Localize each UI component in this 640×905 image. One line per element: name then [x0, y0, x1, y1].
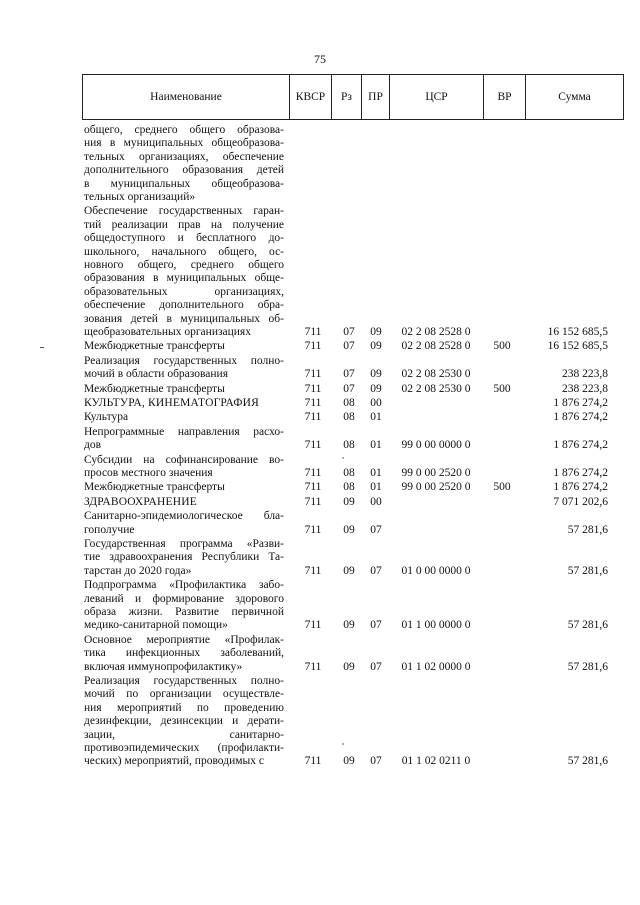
- row-kvsr: 711: [304, 523, 322, 536]
- row-rz: [336, 191, 362, 204]
- row-vr: [482, 755, 522, 768]
- row-name-line: Непрограммные направления расхо-: [84, 425, 284, 438]
- row-kvsr: 711: [304, 411, 322, 424]
- table-row: [0, 426, 640, 453]
- row-vr: [482, 411, 522, 424]
- row-rz: 07: [343, 340, 355, 353]
- table-row: [0, 496, 640, 509]
- row-rz: 09: [343, 660, 355, 673]
- row-kvsr: 711: [304, 564, 322, 577]
- table-row: [0, 124, 640, 204]
- row-csr: 02 2 08 2530 0: [401, 382, 471, 395]
- row-name-line: Реализация государственных полно-: [84, 354, 284, 367]
- row-pr: 01: [370, 411, 382, 424]
- row-name-line: образа жизни. Развитие первичной: [84, 606, 284, 618]
- row-vr: [482, 326, 522, 339]
- row-csr: 02 2 08 2530 0: [401, 368, 471, 381]
- row-name-line: тарстан до 2020 года»: [84, 564, 192, 577]
- row-csr: [392, 496, 480, 509]
- row-sum: 7 071 202,6: [553, 495, 608, 508]
- row-sum: 57 281,6: [567, 755, 608, 768]
- row-rz: 08: [343, 439, 355, 452]
- row-sum: 16 152 685,5: [547, 326, 608, 338]
- row-rz: 07: [343, 382, 355, 395]
- row-vr: [482, 397, 522, 410]
- row-name: [84, 340, 284, 353]
- table-row: [0, 510, 640, 537]
- row-vr: 500: [493, 382, 511, 395]
- table-row: [0, 397, 640, 410]
- row-name-line: Межбюджетные трансферты: [84, 340, 225, 353]
- row-name-line: образования в муниципальных обще-: [84, 272, 284, 285]
- row-name-line: ЗДРАВООХРАНЕНИЕ: [84, 495, 198, 508]
- table-row: [0, 634, 640, 674]
- row-name-line: обеспечение дополнительного обра-: [84, 299, 284, 312]
- row-pr: 09: [370, 368, 382, 381]
- row-sum: 1 876 274,2: [553, 397, 608, 409]
- row-sum: 1 876 274,2: [553, 481, 608, 494]
- table-row: [0, 538, 640, 578]
- row-name-line: зования детей в муниципальных об-: [84, 312, 284, 325]
- scan-speck: [342, 743, 344, 745]
- row-rz: 09: [343, 755, 355, 768]
- row-name-line: просов местного значения: [84, 467, 213, 479]
- row-name-line: включая иммунопрофилактику»: [84, 660, 243, 673]
- row-kvsr: 711: [304, 368, 322, 381]
- row-kvsr: 711: [304, 467, 322, 479]
- row-vr: [482, 191, 522, 204]
- row-pr: 09: [370, 382, 382, 395]
- row-kvsr: 711: [304, 382, 322, 395]
- row-name-line: тельных организаций»: [84, 191, 196, 204]
- row-name-line: тий реализации прав на получение: [84, 218, 284, 231]
- header-pr: ПР: [361, 75, 389, 119]
- row-name-line: тика инфекционных заболеваний,: [84, 647, 284, 660]
- table-row: [0, 355, 640, 382]
- row-name-line: леваний и формирование здорового: [84, 592, 284, 605]
- row-name-line: дезинфекции, дезинсекции и дерати-: [84, 715, 284, 728]
- row-csr: [392, 397, 480, 410]
- row-name: [84, 634, 284, 674]
- row-csr: 99 0 00 2520 0: [401, 467, 471, 479]
- header-name: Наименование: [150, 91, 222, 103]
- row-rz: 07: [343, 368, 355, 381]
- row-sum: 57 281,6: [567, 660, 608, 673]
- row-name-line: Государственная программа «Разви-: [84, 538, 284, 550]
- row-sum: 1 876 274,2: [553, 467, 608, 479]
- row-name: [84, 538, 284, 578]
- row-pr: [362, 191, 390, 204]
- row-vr: [482, 467, 522, 480]
- row-pr: 00: [370, 397, 382, 409]
- scan-speck: [342, 457, 344, 459]
- row-sum: 57 281,6: [567, 564, 608, 577]
- row-sum: [526, 191, 608, 204]
- row-sum: 1 876 274,2: [553, 411, 608, 424]
- row-name-line: гополучие: [84, 523, 135, 536]
- row-name: [84, 510, 284, 537]
- row-name-line: зации, санитарно-: [84, 728, 284, 741]
- margin-mark: [40, 347, 44, 348]
- row-kvsr: 711: [304, 495, 322, 508]
- row-pr: 09: [370, 340, 382, 353]
- row-name: [84, 496, 284, 509]
- row-csr: 01 0 00 0000 0: [401, 564, 471, 577]
- row-csr: [392, 411, 480, 424]
- row-name-line: тие здравоохранения Республики Та-: [84, 551, 284, 564]
- row-name-line: Реализация государственных полно-: [84, 675, 284, 687]
- row-rz: 07: [343, 326, 355, 338]
- row-rz: 08: [343, 481, 355, 494]
- row-name-line: мочий по организации осуществле-: [84, 688, 284, 701]
- row-sum: 16 152 685,5: [547, 340, 608, 353]
- table-row: [0, 454, 640, 481]
- row-csr: [392, 524, 480, 537]
- row-name-line: щеобразовательных организациях: [84, 326, 251, 339]
- row-pr: 00: [370, 495, 382, 508]
- row-name: [84, 481, 284, 494]
- row-vr: [482, 439, 522, 452]
- row-pr: 01: [370, 439, 382, 452]
- row-kvsr: 711: [304, 660, 322, 673]
- row-name: [84, 579, 284, 633]
- row-rz: 09: [343, 619, 355, 632]
- row-vr: 500: [493, 481, 511, 494]
- row-name-line: Межбюджетные трансферты: [84, 382, 225, 395]
- row-name-line: образовательных организациях,: [84, 285, 284, 298]
- row-name-line: КУЛЬТУРА, КИНЕМАТОГРАФИЯ: [84, 397, 259, 409]
- row-pr: 07: [370, 523, 382, 536]
- row-csr: 01 1 00 0000 0: [401, 619, 471, 632]
- row-name: [84, 426, 284, 453]
- table-row: [0, 675, 640, 769]
- row-sum: 238 223,8: [562, 368, 608, 381]
- row-kvsr: 711: [304, 439, 322, 452]
- row-name-line: Обеспечение государственных гаран-: [84, 205, 284, 218]
- row-pr: 07: [370, 619, 382, 632]
- row-vr: [482, 496, 522, 509]
- row-pr: 01: [370, 467, 382, 479]
- header-vr: ВР: [483, 75, 525, 119]
- row-kvsr: [293, 191, 333, 204]
- row-name-line: общедоступного и бесплатного до-: [84, 232, 284, 245]
- row-kvsr: 711: [304, 326, 322, 338]
- row-name: [84, 454, 284, 481]
- row-csr: 02 2 08 2528 0: [401, 340, 471, 353]
- row-name-line: медико-санитарной помощи»: [84, 619, 228, 632]
- row-name-line: Субсидии на софинансирование во-: [84, 453, 284, 466]
- row-csr: 99 0 00 2520 0: [401, 481, 471, 494]
- row-pr: 07: [370, 564, 382, 577]
- row-rz: 09: [343, 523, 355, 536]
- row-vr: [482, 368, 522, 381]
- row-name-line: новного общего, среднего общего: [84, 259, 284, 272]
- header-sum: Сумма: [525, 75, 623, 119]
- row-name: [84, 397, 284, 410]
- row-sum: 57 281,6: [567, 619, 608, 632]
- row-kvsr: 711: [304, 755, 322, 768]
- row-kvsr: 711: [304, 619, 322, 632]
- row-kvsr: 711: [304, 397, 322, 409]
- row-name-line: ния в муниципальных общеобразова-: [84, 137, 284, 150]
- table-row: [0, 411, 640, 424]
- row-rz: 08: [343, 411, 355, 424]
- row-name-line: мочий в области образования: [84, 368, 228, 381]
- row-kvsr: 711: [304, 481, 322, 494]
- row-name: [84, 411, 284, 424]
- row-pr: 07: [370, 660, 382, 673]
- row-vr: [482, 619, 522, 632]
- row-name-line: Подпрограмма «Профилактика забо-: [84, 579, 284, 592]
- row-rz: 08: [343, 397, 355, 409]
- row-name-line: дополнительного образования детей: [84, 164, 284, 177]
- row-rz: 09: [343, 564, 355, 577]
- row-sum: 238 223,8: [562, 382, 608, 395]
- row-name-line: ния мероприятий по проведению: [84, 701, 284, 714]
- row-csr: 99 0 00 0000 0: [401, 439, 471, 452]
- table-row: [0, 205, 640, 339]
- header-rz: Рз: [331, 75, 361, 119]
- row-rz: 08: [343, 467, 355, 479]
- row-name-line: тельных организациях, обеспечение: [84, 150, 284, 163]
- row-kvsr: 711: [304, 340, 322, 353]
- row-name-line: Основное мероприятие «Профилак-: [84, 633, 284, 646]
- row-name-line: ческих) мероприятий, проводимых с: [84, 755, 264, 768]
- row-name-line: школьного, начального общего, ос-: [84, 245, 284, 258]
- table-row: [0, 481, 640, 494]
- row-csr: 02 2 08 2528 0: [401, 326, 471, 338]
- row-vr: [482, 565, 522, 578]
- row-name-line: в муниципальных общеобразова-: [84, 177, 284, 190]
- row-name-line: Санитарно-эпидемиологическое бла-: [84, 510, 284, 523]
- row-name: [84, 205, 284, 339]
- row-vr: [482, 524, 522, 537]
- page-number: 75: [314, 52, 326, 66]
- row-rz: 09: [343, 495, 355, 508]
- row-pr: 07: [370, 755, 382, 768]
- row-vr: [482, 661, 522, 674]
- row-name: [84, 124, 284, 204]
- row-pr: 09: [370, 326, 382, 338]
- table-row: [0, 579, 640, 633]
- row-name: [84, 355, 284, 382]
- row-name-line: дов: [84, 439, 102, 452]
- row-csr: 01 1 02 0000 0: [401, 660, 471, 673]
- row-name: [84, 675, 284, 769]
- row-csr: [392, 191, 480, 204]
- row-name-line: противоэпидемических (профилакти-: [84, 742, 284, 755]
- row-name: [84, 383, 284, 396]
- row-sum: 57 281,6: [567, 523, 608, 536]
- row-csr: 01 1 02 0211 0: [401, 755, 471, 768]
- row-name-line: Культура: [84, 411, 129, 424]
- row-pr: 01: [370, 481, 382, 494]
- header-kvsr: КВСР: [289, 75, 331, 119]
- row-name-line: Межбюджетные трансферты: [84, 481, 225, 494]
- row-vr: 500: [493, 340, 511, 353]
- row-name-line: общего, среднего общего образова-: [84, 124, 284, 136]
- table-row: [0, 340, 640, 353]
- header-csr: ЦСР: [389, 75, 483, 119]
- table-row: [0, 383, 640, 396]
- row-sum: 1 876 274,2: [553, 439, 608, 452]
